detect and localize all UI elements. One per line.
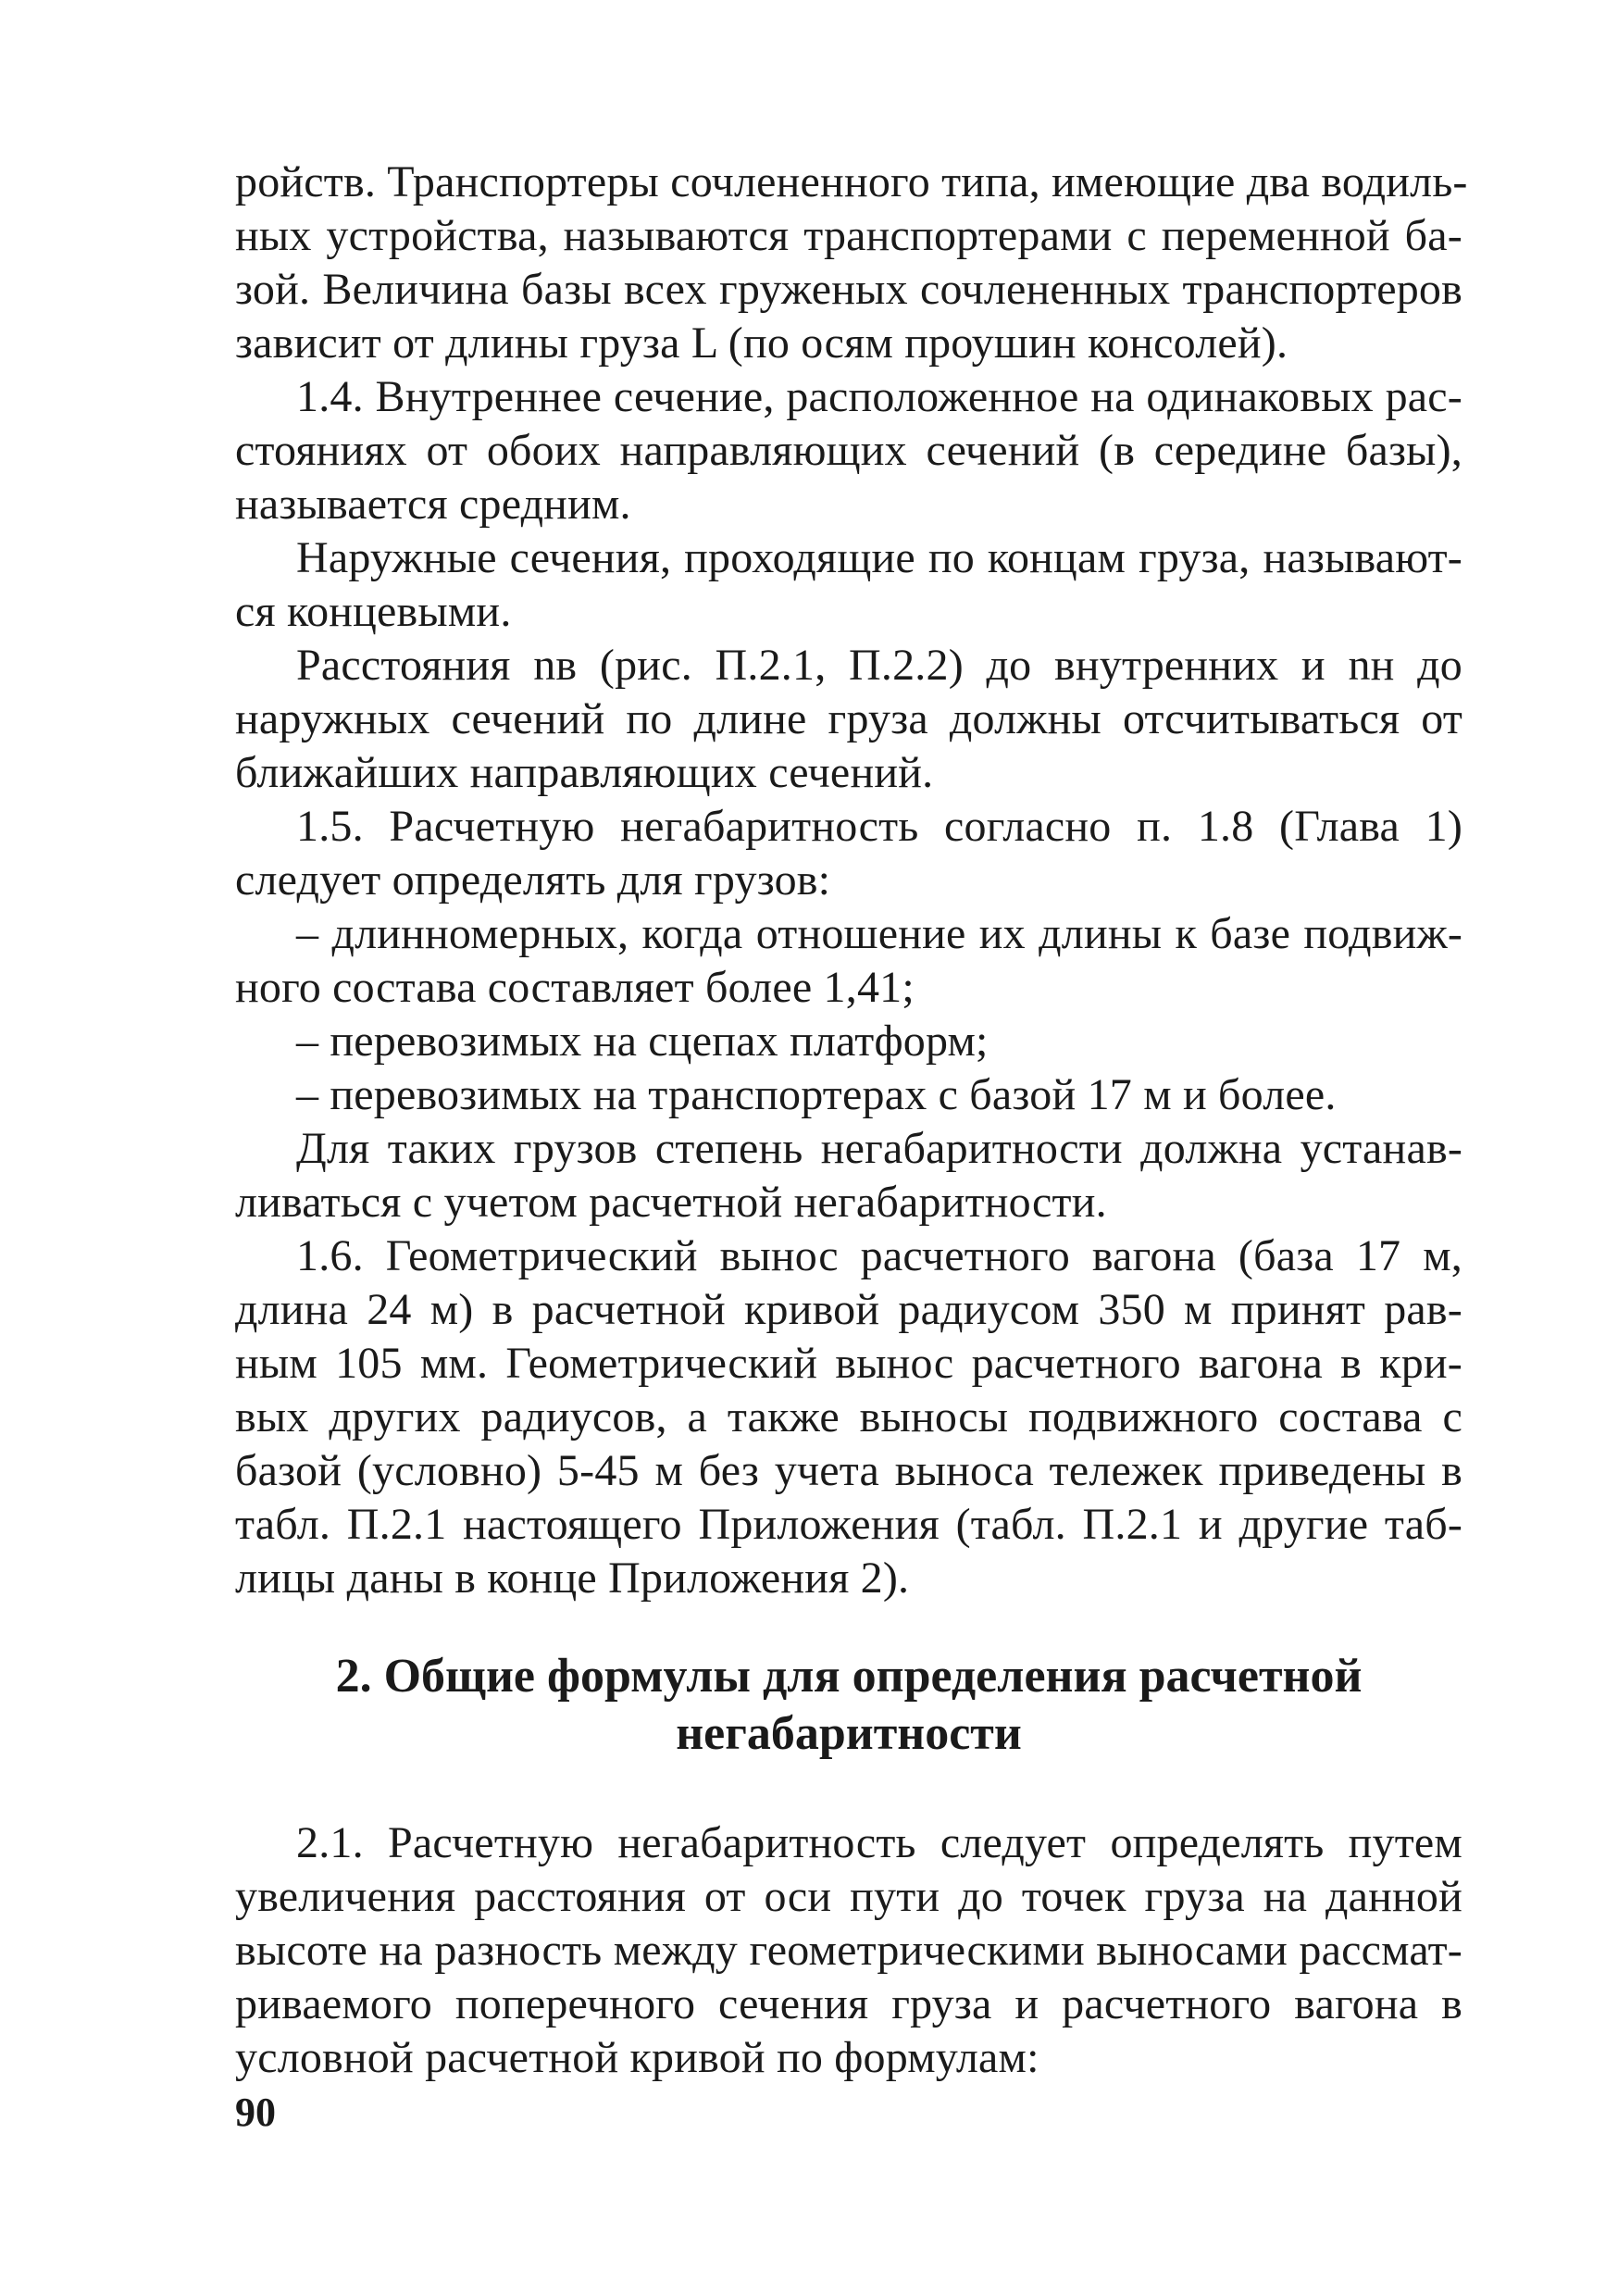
list-item-transporters — [235, 1068, 1462, 1122]
text-line: вых других радиусов, а также выносы подвижного состава с — [235, 1392, 1462, 1441]
text-line: наружных сечений по длине груза должны отсчитываться от — [235, 694, 1462, 743]
paragraph-degree — [235, 1122, 1462, 1229]
text-line: стояниях от обоих направляющих сечений (в середине базы), — [235, 426, 1462, 475]
text-line: базой (условно) 5-45 м без учета выноса тележек приведены в — [235, 1446, 1462, 1495]
text-line: ройств. Транспортеры сочлененного типа, имеющие два водиль- — [235, 157, 1468, 206]
text-line: риваемого поперечного сечения груза и расчетного вагона в — [235, 1979, 1462, 2028]
text-line: высоте на разность между геометрическими выносами рассмат- — [235, 1926, 1462, 1975]
text-line: 1.6. Геометрический вынос расчетного вагона (база 17 м, — [296, 1231, 1462, 1280]
text-line: следует определять для грузов: — [235, 855, 831, 905]
paragraph-1-5 — [235, 800, 1462, 907]
paragraph-distances — [235, 639, 1462, 800]
paragraph-1-4 — [235, 370, 1462, 531]
text-line: ного состава составляет более 1,41; — [235, 963, 915, 1012]
text-line: – длинномерных, когда отношение их длины к базе подвиж- — [296, 909, 1462, 958]
text-line: ливаться с учетом расчетной негабаритности. — [235, 1178, 1107, 1227]
list-item-platform-couplings — [235, 1015, 1462, 1068]
paragraph-end-sections — [235, 531, 1462, 639]
text-line: ных устройства, называются транспортерами с переменной ба- — [235, 211, 1462, 260]
text-line: длина 24 м) в расчетной кривой радиусом 350 м принят рав- — [235, 1285, 1462, 1334]
text-line: лицы даны в конце Приложения 2). — [235, 1554, 910, 1603]
page-number: 90 — [235, 2090, 276, 2135]
paragraph-1-6 — [235, 1229, 1462, 1605]
text-line: ным 105 мм. Геометрический вынос расчетного вагона в кри- — [235, 1339, 1462, 1388]
page-body — [235, 156, 1468, 2085]
text-line: увеличения расстояния от оси пути до точек груза на данной — [235, 1872, 1462, 1921]
text-line: ся концевыми. — [235, 587, 512, 636]
section-heading — [235, 1648, 1462, 1763]
paragraph-transporters — [235, 156, 1468, 370]
text-line: ближайших направляющих сечений. — [235, 748, 934, 797]
heading-line-2: негабаритности — [676, 1707, 1022, 1760]
text-line: – перевозимых на сцепах платформ; — [296, 1017, 989, 1066]
text-line: 1.5. Расчетную негабаритность согласно п. 1.8 (Глава 1) — [296, 802, 1462, 851]
paragraph-2-1 — [235, 1816, 1462, 2085]
text-line: Для таких грузов степень негабаритности должна устанав- — [296, 1124, 1462, 1173]
text-line: зависит от длины груза L (по осям проушин консолей). — [235, 318, 1288, 368]
text-line: Наружные сечения, проходящие по концам груза, называют- — [296, 533, 1462, 582]
text-line: зой. Величина базы всех груженых сочлененных транспортеров — [235, 265, 1462, 314]
list-item-long-cargo — [235, 907, 1462, 1015]
text-line: – перевозимых на транспортерах с базой 17 м и более. — [296, 1070, 1337, 1119]
text-line: условной расчетной кривой по формулам: — [235, 2033, 1039, 2082]
heading-line-1: 2. Общие формулы для определения расчетной — [335, 1650, 1363, 1703]
text-line: называется средним. — [235, 480, 631, 529]
text-line: 2.1. Расчетную негабаритность следует определять путем — [296, 1818, 1462, 1867]
text-line: табл. П.2.1 настоящего Приложения (табл. П.2.1 и другие таб- — [235, 1500, 1462, 1549]
text-line: 1.4. Внутреннее сечение, расположенное на одинаковых рас- — [296, 372, 1462, 421]
text-line: Расстояния nв (рис. П.2.1, П.2.2) до внутренних и nн до — [296, 641, 1462, 690]
